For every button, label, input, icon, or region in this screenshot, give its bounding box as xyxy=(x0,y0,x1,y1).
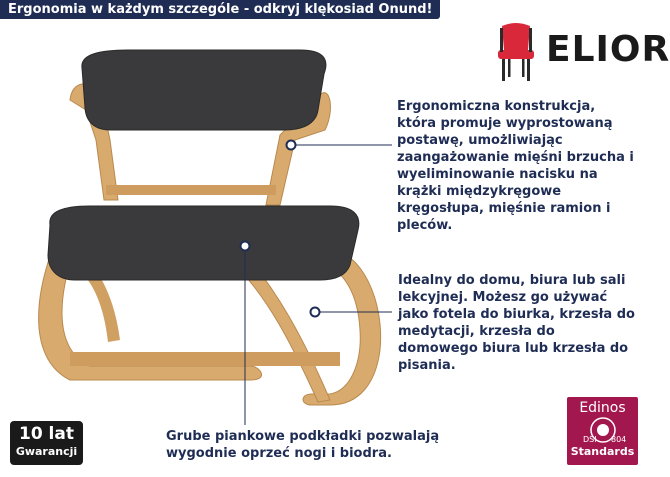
brand-name: ELIOR xyxy=(546,29,670,70)
certificate-brand: Edinos xyxy=(579,400,626,416)
certificate-code-right: 804 xyxy=(610,435,626,444)
certificate-code-left: DSI xyxy=(582,435,597,444)
warranty-label: Gwarancji xyxy=(15,445,78,458)
certificate-label: Standards xyxy=(570,445,635,458)
warranty-years: 10 lat xyxy=(18,424,74,444)
certificate-seal-icon xyxy=(581,417,625,443)
certificate-badge xyxy=(567,397,638,465)
back-description: Ergonomiczna konstrukcja, która promuje wyprostowaną postawę, umożliwiając zaangażowanie mięśni brzucha i wyeliminowanie nacisku na krążki międzykręgowe kręgosłupa, mięśnie ramion i pleców. xyxy=(397,99,634,233)
use-description: Idealny do domu, biura lub sali lekcyjnej. Możesz go używać jako fotela do biurka, krzesła do medytacji, krzesła do domowego biura lub krzesła do pisania. xyxy=(398,273,635,373)
warranty-badge xyxy=(10,421,83,465)
pads-description: Grube piankowe podkładki pozwalają wygodnie oprzeć nogi i biodra. xyxy=(166,429,440,461)
top-banner: Ergonomia w każdym szczególe - odkryj klękosiad Onund! xyxy=(0,0,440,19)
